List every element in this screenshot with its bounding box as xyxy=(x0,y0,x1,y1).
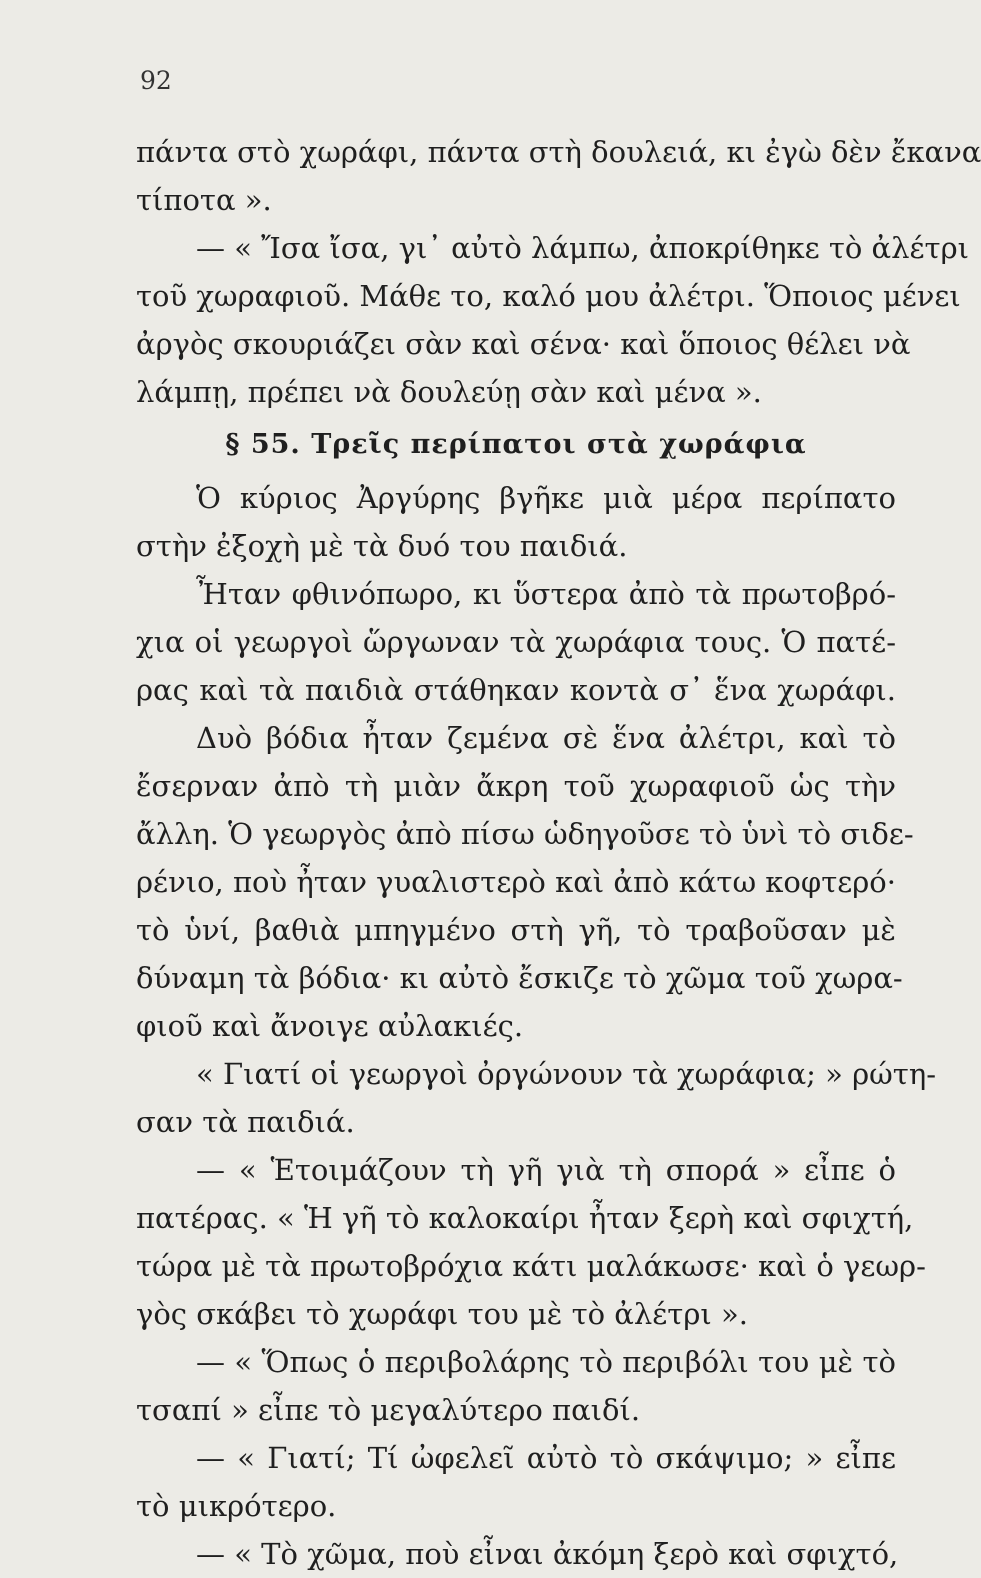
text-line: — « Τὸ χῶμα, ποὺ εἶναι ἀκόμη ξερὸ καὶ σφιχτό, xyxy=(196,1537,899,1571)
text-line: Δυὸ βόδια ἦταν ζεμένα σὲ ἕνα ἀλέτρι, καὶ τὸ xyxy=(196,721,896,755)
text-line: — « Γιατί; Τί ὠφελεῖ αὐτὸ τὸ σκάψιμο; » εἶπε xyxy=(196,1441,896,1475)
text-line: σαν τὰ παιδιά. xyxy=(136,1105,355,1139)
text-line: γὸς σκάβει τὸ χωράφι του μὲ τὸ ἀλέτρι ». xyxy=(136,1297,748,1331)
text-line: Ἦταν φθινόπωρο, κι ὕστερα ἀπὸ τὰ πρωτοβρό- xyxy=(196,577,896,611)
text-line: φιοῦ καὶ ἄνοιγε αὐλακιές. xyxy=(136,1009,524,1043)
text-line: « Γιατί οἱ γεωργοὶ ὀργώνουν τὰ χωράφια; » ρώτη- xyxy=(196,1057,937,1091)
text-line: δύναμη τὰ βόδια· κι αὐτὸ ἔσκιζε τὸ χῶμα τοῦ χωρα- xyxy=(136,961,903,995)
text-line: τοῦ χωραφιοῦ. Μάθε το, καλό μου ἀλέτρι. Ὅποιος μένει xyxy=(136,279,961,313)
text-line: χια οἱ γεωργοὶ ὥργωναν τὰ χωράφια τους. Ὁ πατέ- xyxy=(136,625,896,659)
text-line: ἔσερναν ἀπὸ τὴ μιὰν ἄκρη τοῦ χωραφιοῦ ὡς τὴν xyxy=(136,769,896,803)
text-line: ἄλλη. Ὁ γεωργὸς ἀπὸ πίσω ὡδηγοῦσε τὸ ὑνὶ τὸ σιδε- xyxy=(136,817,914,851)
text-line: στὴν ἐξοχὴ μὲ τὰ δυό του παιδιά. xyxy=(136,529,628,563)
text-line: πατέρας. « Ἡ γῆ τὸ καλοκαίρι ἦταν ξερὴ καὶ σφιχτή, xyxy=(136,1201,914,1235)
text-line: Ὁ κύριος Ἀργύρης βγῆκε μιὰ μέρα περίπατο xyxy=(196,481,896,515)
text-line: ρένιο, ποὺ ἦταν γυαλιστερὸ καὶ ἀπὸ κάτω κοφτερό· xyxy=(136,865,896,899)
text-line: ἀργὸς σκουριάζει σὰν καὶ σένα· καὶ ὅποιος θέλει νὰ xyxy=(136,327,911,361)
text-line: τὸ ὑνί, βαθιὰ μπηγμένο στὴ γῆ, τὸ τραβοῦσαν μὲ xyxy=(136,913,896,947)
text-line: τὸ μικρότερο. xyxy=(136,1489,337,1523)
text-line: — « Ἑτοιμάζουν τὴ γῆ γιὰ τὴ σπορά » εἶπε ὁ xyxy=(196,1153,896,1187)
text-line: πάντα στὸ χωράφι, πάντα στὴ δουλειά, κι ἐγὼ δὲν ἔκανα xyxy=(136,135,981,169)
page-number: 92 xyxy=(140,66,172,95)
text-line: ρας καὶ τὰ παιδιὰ στάθηκαν κοντὰ σ᾿ ἕνα χωράφι. xyxy=(136,673,896,707)
body-text xyxy=(136,128,981,1578)
text-line: — « Ὅπως ὁ περιβολάρης τὸ περιβόλι του μὲ τὸ xyxy=(196,1345,896,1379)
text-line: τίποτα ». xyxy=(136,183,272,217)
text-line: — « Ἴσα ἴσα, γι᾿ αὐτὸ λάμπω, ἀποκρίθηκε τὸ ἀλέτρι xyxy=(196,231,969,265)
text-line: λάμπῃ, πρέπει νὰ δουλεύῃ σὰν καὶ μένα ». xyxy=(136,375,762,409)
text-line: τώρα μὲ τὰ πρωτοβρόχια κάτι μαλάκωσε· καὶ ὁ γεωρ- xyxy=(136,1249,926,1283)
section-heading: § 55. Τρεῖς περίπατοι στὰ χωράφια xyxy=(225,429,807,460)
text-line: τσαπί » εἶπε τὸ μεγαλύτερο παιδί. xyxy=(136,1393,641,1427)
